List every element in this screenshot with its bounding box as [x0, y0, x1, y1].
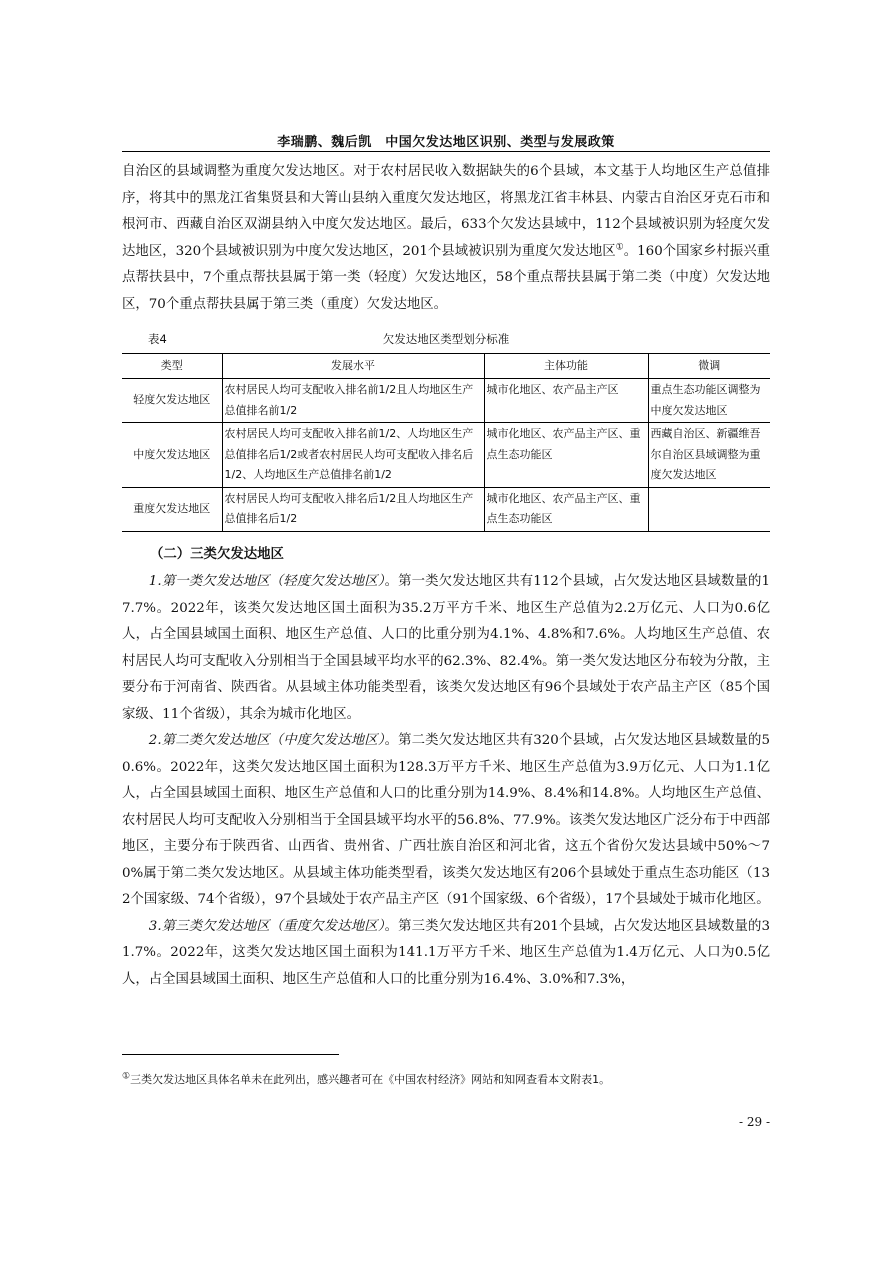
table-cell-adjustment: 重点生态功能区调整为中度欠发达地区 [648, 379, 770, 423]
table-cell-type: 轻度欠发达地区 [122, 379, 222, 423]
table-cell-main-function: 城市化地区、农产品主产区、重点生态功能区 [484, 487, 648, 531]
table-cell-development-level: 农村居民人均可支配收入排名前1/2、人均地区生产总值排名后1/2或者农村居民人均可支配收入排名后1/2、人均地区生产总值排名前1/2 [222, 423, 484, 488]
table-title: 欠发达地区类型划分标准 [382, 332, 510, 346]
paragraph-text: 。第三类欠发达地区共有201个县域，占欠发达地区县域数量的31.7%。2022年，这类欠发达地区国土面积为141.1万平方千米、地区生产总值为1.4万亿元、人口为0.5亿人，占全国县域国土面积、地区生产总值和人口的比重分别为16.4%、3.0%和7.3%， [122, 918, 771, 987]
paragraph-type-two [122, 728, 770, 914]
paragraph-text: 自治区的县域调整为重度欠发达地区。对于农村居民收入数据缺失的6个县域，本文基于人均地区生产总值排序，将其中的黑龙江省集贤县和大箐山县纳入重度欠发达地区，将黑龙江省丰林县、内蒙古自治区牙克石市和根河市、西藏自治区双湖县纳入中度欠发达地区。最后，633个欠发达县域中，112个县域被识别为轻度欠发达地区，320个县域被识别为中度欠发达地区，201个县域被识别为重度欠发达地区 [122, 164, 770, 259]
table-cell-adjustment: 西藏自治区、新疆维吾尔自治区县域调整为重度欠发达地区 [648, 423, 770, 488]
column-header-adjustment: 微调 [648, 354, 770, 379]
table-header-row [122, 354, 770, 379]
paragraph-type-three [122, 914, 770, 994]
table-cell-type: 重度欠发达地区 [122, 487, 222, 531]
footnote-mark: ① [122, 1071, 131, 1082]
footnote-text: 三类欠发达地区具体名单未在此列出，感兴趣者可在《中国农村经济》网站和知网查看本文附表1。 [130, 1073, 611, 1086]
table-cell-development-level: 农村居民人均可支配收入排名前1/2且人均地区生产总值排名前1/2 [222, 379, 484, 423]
table-row [122, 379, 770, 423]
paragraph-text: 。第二类欠发达地区共有320个县域，占欠发达地区县域数量的50.6%。2022年，这类欠发达地区国土面积为128.3万平方千米、地区生产总值为3.9万亿元、人口为1.1亿人，占全国县域国土面积、地区生产总值和人口的比重分别为14.9%、8.4%和14.8%。人均地区生产总值、农村居民人均可支配收入分别相当于全国县域平均水平的56.8%、77.9%。该类欠发达地区广泛分布于中西部地区，主要分布于陕西省、山西省、贵州省、广西壮族自治区和河北省，这五个省份欠发达县域中50%～70%属于第二类欠发达地区。从县域主体功能类型看，该类欠发达地区有206个县域处于重点生态功能区（132个国家级、74个省级），97个县域处于农产品主产区（91个国家级、6个省级），17个县域处于城市化地区。 [122, 733, 771, 907]
footnote [122, 1071, 770, 1087]
paragraph-text: 。第一类欠发达地区共有112个县域，占欠发达地区县域数量的17.7%。2022年，该类欠发达地区国土面积为35.2万平方千米、地区生产总值为2.2万亿元、人口为0.6亿人，占全国县域国土面积、地区生产总值、人口的比重分别为4.1%、4.8%和7.6%。人均地区生产总值、农村居民人均可支配收入分别相当于全国县域平均水平的62.3%、82.4%。第一类欠发达地区分布较为分散，主要分布于河南省、陕西省。从县域主体功能类型看，该类欠发达地区有96个县域处于农产品主产区（85个国家级、11个省级），其余为城市化地区。 [122, 574, 771, 722]
paragraph-lead: 1.第一类欠发达地区（轻度欠发达地区） [148, 574, 385, 589]
column-header-type: 类型 [122, 354, 222, 379]
table-cell-development-level: 农村居民人均可支配收入排名后1/2且人均地区生产总值排名后1/2 [222, 487, 484, 531]
table-caption [122, 331, 770, 351]
paragraph-lead: 2.第二类欠发达地区（中度欠发达地区） [148, 733, 385, 748]
footnote-reference[interactable]: ① [615, 242, 624, 253]
table-number: 表4 [148, 332, 167, 346]
footnote-rule [122, 1054, 339, 1055]
header-rule [122, 151, 770, 152]
column-header-development-level: 发展水平 [222, 354, 484, 379]
classification-table [122, 353, 770, 532]
column-header-main-function: 主体功能 [484, 354, 648, 379]
table-cell-adjustment [648, 487, 770, 531]
section-body [122, 569, 770, 993]
table-row [122, 423, 770, 488]
table-cell-main-function: 城市化地区、农产品主产区、重点生态功能区 [484, 423, 648, 488]
paragraph-text: 。160个国家乡村振兴重点帮扶县中，7个重点帮扶县属于第一类（轻度）欠发达地区，58个重点帮扶县属于第二类（中度）欠发达地区，70个重点帮扶县属于第三类（重度）欠发达地区。 [122, 243, 770, 312]
paragraph-lead: 3.第三类欠发达地区（重度欠发达地区） [148, 918, 385, 934]
section-heading: （二）三类欠发达地区 [150, 547, 284, 562]
paragraph-intro [122, 159, 770, 318]
paragraph-type-one [122, 569, 770, 728]
table-cell-type: 中度欠发达地区 [122, 423, 222, 488]
running-head: 李瑞鹏、魏后凯 中国欠发达地区识别、类型与发展政策 [277, 135, 615, 150]
table-cell-main-function: 城市化地区、农产品主产区 [484, 379, 648, 423]
page-number: - 29 - [738, 1115, 770, 1129]
table-row [122, 487, 770, 531]
